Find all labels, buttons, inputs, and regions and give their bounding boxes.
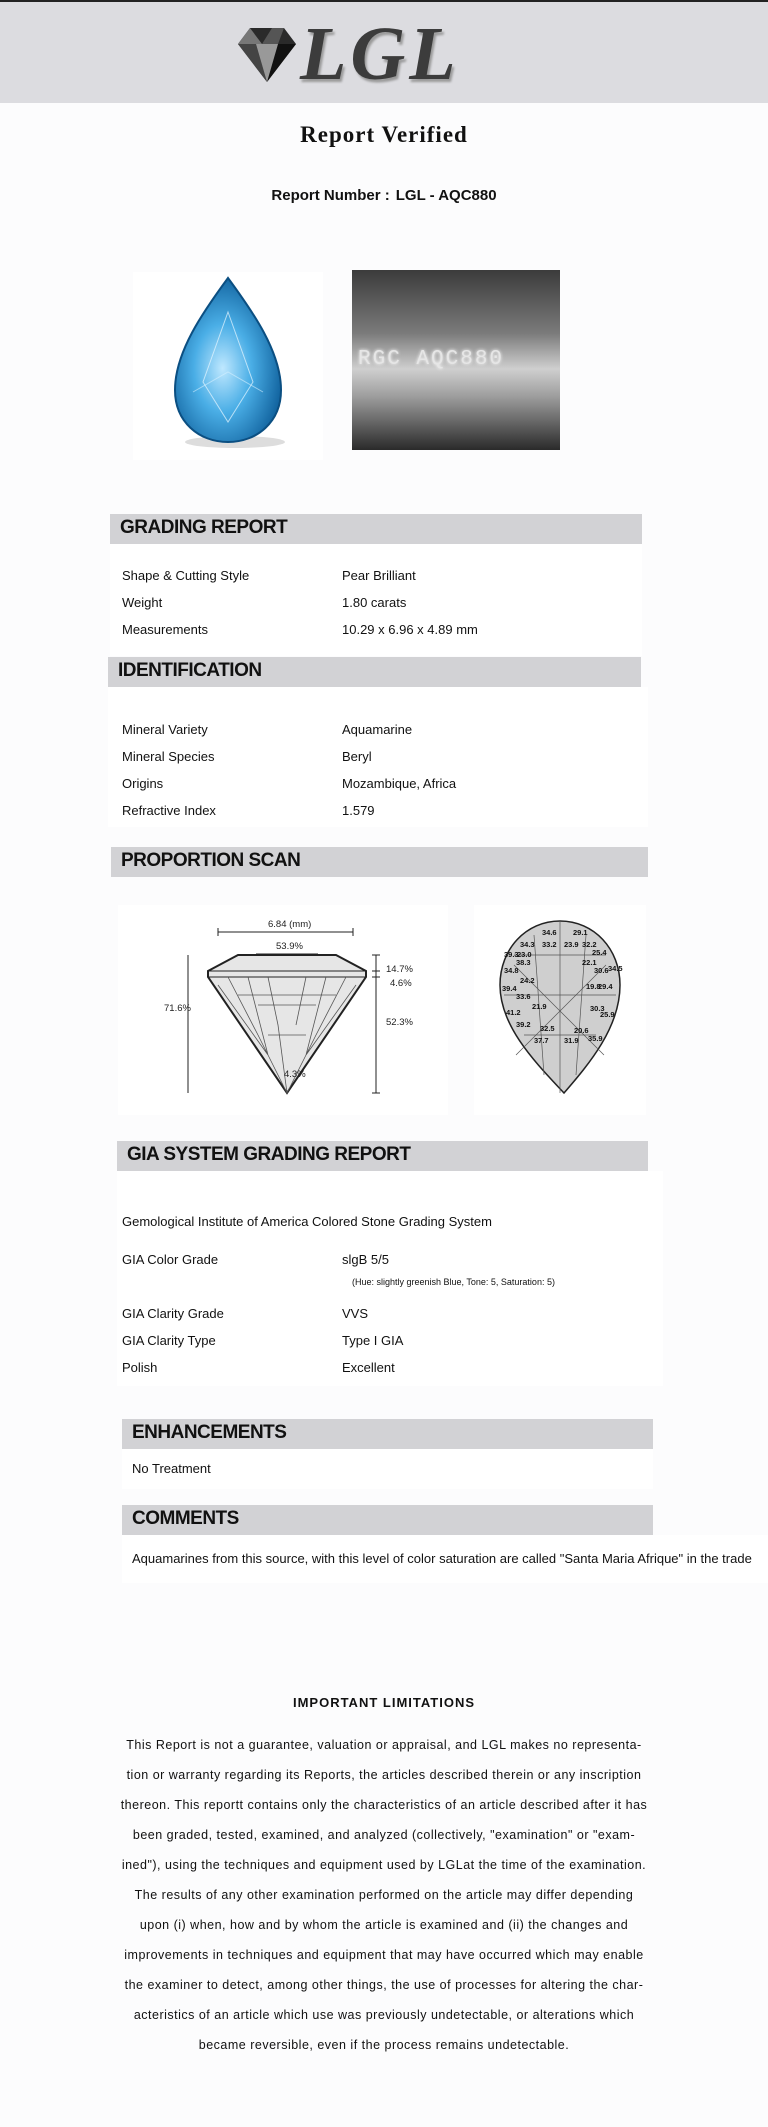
grading-label: Weight	[122, 595, 163, 610]
facet-label: 37.7	[534, 1036, 549, 1045]
pavilion-label: 52.3%	[386, 1017, 413, 1028]
identification-label: Origins	[122, 776, 164, 791]
lgl-logo	[232, 14, 492, 94]
gia-color-note: (Hue: slightly greenish Blue, Tone: 5, Saturation: 5)	[352, 1277, 555, 1287]
diamond-logo-icon	[232, 22, 302, 86]
limitations-line: acteristics of an article which use was previously undetectable, or alterations which	[133, 2008, 635, 2022]
gia-color-value: slgB 5/5	[342, 1252, 389, 1267]
report-number	[0, 187, 768, 204]
gia-label: GIA Clarity Type	[122, 1333, 216, 1348]
limitations-line: tion or warranty regarding its Reports, the articles described therein or any inscription	[126, 1768, 642, 1782]
facet-label: 39.4	[502, 984, 517, 993]
limitations-line: thereon. This reportt contains only the characteristics of an article described after it has	[120, 1798, 648, 1812]
comments-header	[122, 1505, 653, 1535]
side-profile-diagram	[118, 905, 448, 1115]
facet-label: 32.2	[582, 940, 597, 949]
identification-value: Beryl	[342, 749, 372, 764]
header-banner	[0, 2, 768, 103]
gia-report-title: GIA SYSTEM GRADING REPORT	[127, 1144, 411, 1165]
facet-label: 29.4	[598, 982, 613, 991]
facet-label: 22.1	[582, 958, 597, 967]
limitations-line: improvements in techniques and equipment that may have occurred which may enable	[124, 1948, 644, 1962]
gia-label: GIA Clarity Grade	[122, 1306, 224, 1321]
facet-label: 34.6	[542, 928, 557, 937]
gia-value: VVS	[342, 1306, 369, 1321]
limitations-line: upon (i) when, how and by whom the article is examined and (ii) the changes and	[139, 1918, 629, 1932]
facet-label: 21.9	[532, 1002, 547, 1011]
facet-label: 34.8	[504, 966, 519, 975]
facet-label: 38.3	[516, 958, 531, 967]
facet-label: 39.2	[516, 1020, 531, 1029]
facet-label: 35.9	[588, 1034, 603, 1043]
grading-report-header	[110, 514, 642, 544]
gia-intro: Gemological Institute of America Colored Stone Grading System	[122, 1214, 492, 1229]
identification-header	[108, 657, 641, 687]
gia-value: Type I GIA	[342, 1333, 404, 1348]
gia-value: Excellent	[342, 1360, 395, 1375]
table-label: 53.9%	[276, 941, 303, 952]
inscription-text: RGC AQC880	[358, 348, 505, 371]
grading-value: 10.29 x 6.96 x 4.89 mm	[342, 622, 478, 637]
proportion-scan-title: PROPORTION SCAN	[121, 850, 301, 871]
limitations-line: The results of any other examination performed on the article may differ depending	[134, 1888, 634, 1902]
grading-value: Pear Brilliant	[342, 568, 416, 583]
facet-label: 19.8	[586, 982, 601, 991]
limitations-line: ined"), using the techniques and equipment used by LGLat the time of the examination.	[121, 1858, 647, 1872]
total-depth-label: 71.6%	[164, 1003, 191, 1014]
width-label: 6.84 (mm)	[268, 919, 312, 930]
facet-label: 23.9	[564, 940, 579, 949]
grading-label: Shape & Cutting Style	[122, 568, 250, 583]
facet-label: 24.2	[520, 976, 535, 985]
facet-label: 33.6	[516, 992, 531, 1001]
grading-label: Measurements	[122, 622, 208, 637]
proportion-scan-header	[111, 847, 648, 877]
facet-label: 25.4	[592, 948, 607, 957]
facet-label: 32.5	[540, 1024, 555, 1033]
identification-title: IDENTIFICATION	[118, 660, 262, 681]
facet-label: 20.6	[574, 1026, 589, 1035]
limitations-text	[116, 1730, 652, 2060]
comments-title: COMMENTS	[132, 1508, 239, 1529]
gia-report-header	[117, 1141, 648, 1171]
limitations-line: the examiner to detect, among other things, the use of processes for altering the char-	[124, 1978, 644, 1992]
facet-label: 29.1	[573, 928, 588, 937]
facet-label: 31.9	[564, 1036, 579, 1045]
facet-label: 25.9	[600, 1010, 615, 1019]
report-number-value: LGL - AQC880	[395, 187, 497, 204]
comments-text: Aquamarines from this source, with this level of color saturation are called "Santa Maria Afrique" in the trade	[132, 1551, 752, 1566]
inscription-photo	[352, 270, 560, 450]
identification-value: Aquamarine	[342, 722, 413, 737]
crown-label: 14.7%	[386, 964, 413, 975]
facet-label: 34.5	[608, 964, 623, 973]
gia-color-label: GIA Color Grade	[122, 1252, 219, 1267]
identification-value: Mozambique, Africa	[342, 776, 457, 791]
limitations-line: became reversible, even if the process remains undetectable.	[198, 2038, 570, 2052]
facet-label: 30.6	[594, 966, 609, 975]
facet-label: 39.3	[504, 950, 519, 959]
grading-report-title: GRADING REPORT	[120, 517, 288, 538]
facet-label: 41.2	[506, 1008, 521, 1017]
grading-value: 1.80 carats	[342, 595, 407, 610]
limitations-line: been graded, tested, examined, and analyzed (collectively, "examination" or "exam-	[132, 1828, 636, 1842]
enhancements-title: ENHANCEMENTS	[132, 1422, 287, 1443]
culet-label: 4.3%	[284, 1069, 306, 1080]
identification-value: 1.579	[342, 803, 375, 818]
identification-label: Refractive Index	[122, 803, 216, 818]
facet-label: 30.3	[590, 1004, 605, 1013]
top-view-diagram	[474, 905, 646, 1115]
limitations-line: This Report is not a guarantee, valuation or appraisal, and LGL makes no representa-	[126, 1738, 642, 1752]
enhancements-header	[122, 1419, 653, 1449]
gemstone-photo	[133, 272, 323, 460]
limitations-title: IMPORTANT LIMITATIONS	[292, 1695, 476, 1710]
logo-text: LGL	[300, 12, 460, 96]
identification-label: Mineral Species	[122, 749, 215, 764]
identification-label: Mineral Variety	[122, 722, 208, 737]
enhancements-text: No Treatment	[132, 1461, 211, 1476]
report-number-label: Report Number :	[271, 187, 390, 204]
page-title: Report Verified	[300, 122, 468, 147]
gia-label: Polish	[122, 1360, 158, 1375]
girdle-label: 4.6%	[390, 978, 412, 989]
facet-label: 23.0	[517, 950, 532, 959]
facet-label: 33.2	[542, 940, 557, 949]
facet-label: 34.3	[520, 940, 535, 949]
